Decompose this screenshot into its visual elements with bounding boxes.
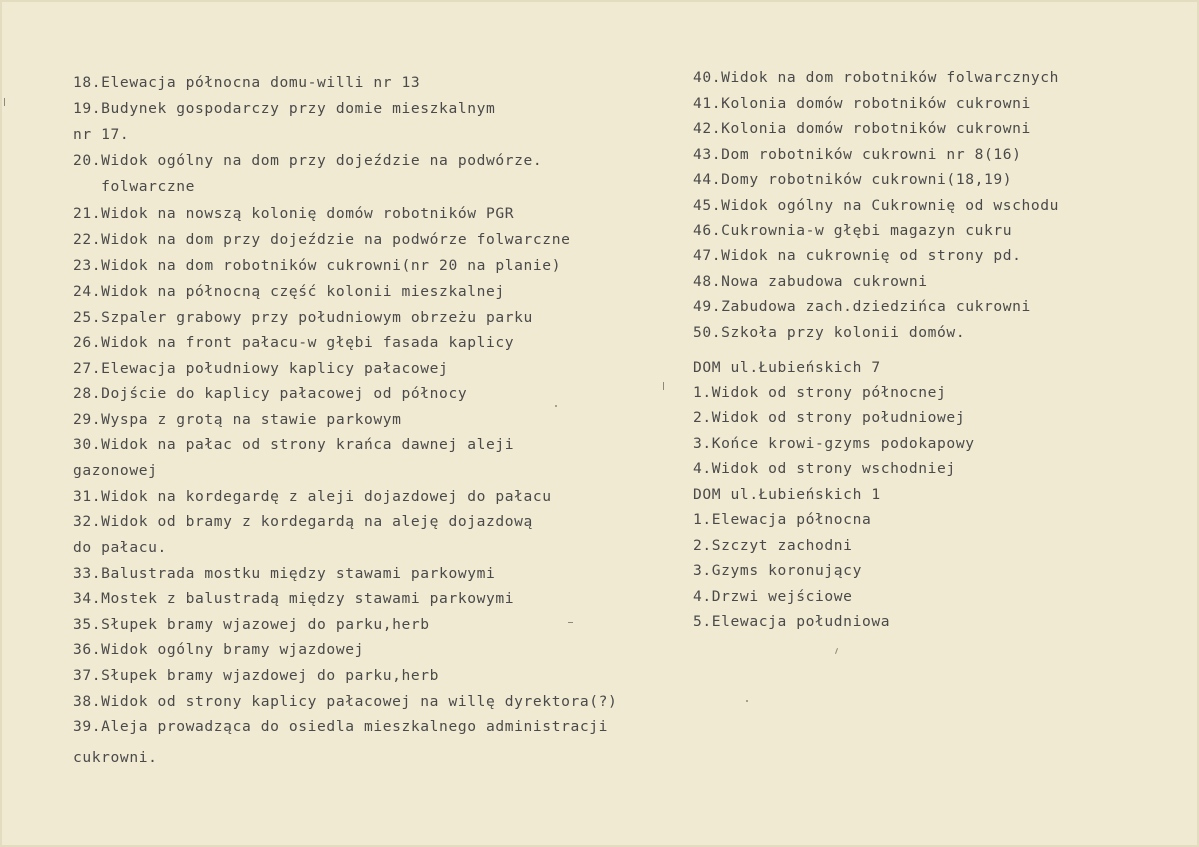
- right-column-line: 44.Domy robotników cukrowni(18,19): [693, 171, 1013, 188]
- left-column-line: 20.Widok ogólny na dom przy dojeździe na podwórze.: [73, 152, 543, 169]
- right-column-line: 48.Nowa zabudowa cukrowni: [693, 273, 928, 290]
- left-column-line: nr 17.: [73, 126, 130, 143]
- left-column-line: 31.Widok na kordegardę z aleji dojazdowej do pałacu: [73, 488, 552, 505]
- left-column-line: 33.Balustrada mostku między stawami parkowymi: [73, 565, 496, 582]
- paper-speck: [568, 622, 573, 623]
- paper-speck: [835, 648, 838, 654]
- left-column-line: 32.Widok od bramy z kordegardą na aleję dojazdową: [73, 513, 533, 530]
- left-column-line: 26.Widok na front pałacu-w głębi fasada kaplicy: [73, 334, 515, 351]
- left-column-line: 36.Widok ogólny bramy wjazdowej: [73, 641, 364, 658]
- right-column-line: 46.Cukrownia-w głębi magazyn cukru: [693, 222, 1013, 239]
- left-column-line: 37.Słupek bramy wjazdowej do parku,herb: [73, 667, 440, 684]
- left-column-line: 24.Widok na północną część kolonii mieszkalnej: [73, 283, 505, 300]
- left-column-line: 38.Widok od strony kaplicy pałacowej na willę dyrektora(?): [73, 693, 618, 710]
- right-column-line: 5.Elewacja południowa: [693, 613, 891, 630]
- left-column-line: 39.Aleja prowadząca do osiedla mieszkalnego administracji: [73, 718, 609, 735]
- left-column-line: 18.Elewacja północna domu-willi nr 13: [73, 74, 421, 91]
- left-column-line: folwarczne: [73, 178, 196, 195]
- left-column-line: 23.Widok na dom robotników cukrowni(nr 20 na planie): [73, 257, 562, 274]
- right-column-line: 50.Szkoła przy kolonii domów.: [693, 324, 966, 341]
- paper-speck: [4, 98, 5, 106]
- left-column-line: gazonowej: [73, 462, 158, 479]
- right-column-line: 1.Widok od strony północnej: [693, 384, 947, 401]
- right-column-line: 47.Widok na cukrownię od strony pd.: [693, 247, 1022, 264]
- paper-speck: [555, 405, 557, 407]
- right-column-line: 3.Gzyms koronujący: [693, 562, 862, 579]
- right-column-line: DOM ul.Łubieńskich 1: [693, 486, 881, 503]
- right-column-line: 45.Widok ogólny na Cukrownię od wschodu: [693, 197, 1060, 214]
- paper-speck: [746, 700, 748, 702]
- left-column-line: 19.Budynek gospodarczy przy domie mieszkalnym: [73, 100, 496, 117]
- right-column-line: 1.Elewacja północna: [693, 511, 872, 528]
- right-column-line: 40.Widok na dom robotników folwarcznych: [693, 69, 1060, 86]
- left-column-line: 35.Słupek bramy wjazowej do parku,herb: [73, 616, 430, 633]
- right-column-line: 42.Kolonia domów robotników cukrowni: [693, 120, 1031, 137]
- left-column-line: 34.Mostek z balustradą między stawami parkowymi: [73, 590, 515, 607]
- right-column-line: 41.Kolonia domów robotników cukrowni: [693, 95, 1031, 112]
- left-column-line: 25.Szpaler grabowy przy południowym obrzeżu parku: [73, 309, 533, 326]
- right-column-line: 43.Dom robotników cukrowni nr 8(16): [693, 146, 1022, 163]
- left-column-line: 29.Wyspa z grotą na stawie parkowym: [73, 411, 402, 428]
- left-column-line: 21.Widok na nowszą kolonię domów robotników PGR: [73, 205, 515, 222]
- right-column-line: 2.Widok od strony południowej: [693, 409, 966, 426]
- left-column-line: 28.Dojście do kaplicy pałacowej od północy: [73, 385, 468, 402]
- right-column-line: 4.Widok od strony wschodniej: [693, 460, 956, 477]
- paper-speck: [663, 382, 664, 390]
- left-column-line: 30.Widok na pałac od strony krańca dawnej aleji: [73, 436, 515, 453]
- left-column-line: 22.Widok na dom przy dojeździe na podwórze folwarczne: [73, 231, 571, 248]
- right-column-line: 4.Drzwi wejściowe: [693, 588, 853, 605]
- left-column-line: 27.Elewacja południowy kaplicy pałacowej: [73, 360, 449, 377]
- right-column-line: 49.Zabudowa zach.dziedzińca cukrowni: [693, 298, 1031, 315]
- left-column-line: cukrowni.: [73, 749, 158, 766]
- left-column-line: do pałacu.: [73, 539, 167, 556]
- right-column-line: 2.Szczyt zachodni: [693, 537, 853, 554]
- right-column-line: 3.Końce krowi-gzyms podokapowy: [693, 435, 975, 452]
- right-column-line: DOM ul.Łubieńskich 7: [693, 359, 881, 376]
